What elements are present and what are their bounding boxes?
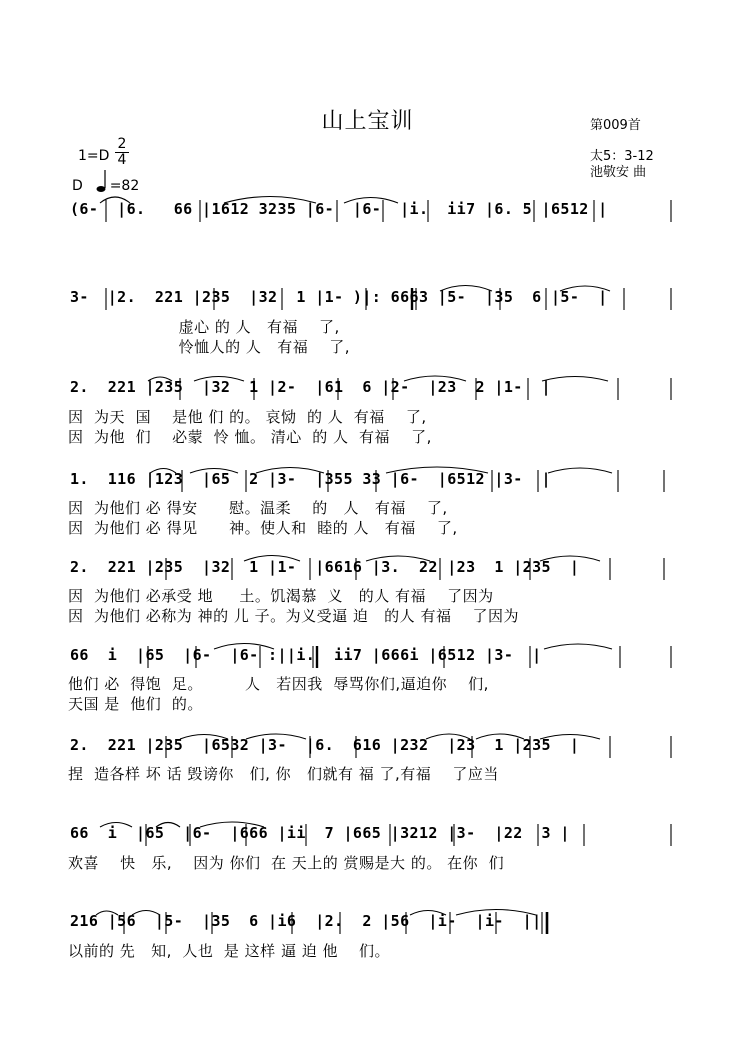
tempo-prefix: D bbox=[72, 178, 83, 194]
notation-line-4: 1. 116 |123 |65 2 |3- |355 33 |6- |6512 |3- | bbox=[70, 470, 551, 488]
lyric-line-3-verse-1: 因 为天 国 是他 们 的。 哀恸 的 人 有福 了, bbox=[68, 408, 427, 426]
lyric-line-7-verse-1: 捏 造各样 坏 话 毁谤你 们, 你 们就有 福 了,有福 了应当 bbox=[68, 765, 499, 783]
lyric-line-9-verse-1: 以前的 先 知, 人也 是 这样 逼 迫 他 们。 bbox=[68, 942, 391, 960]
lyric-line-5-verse-1: 因 为他们 必承受 地 土。饥渴慕 义 的人 有福 了因为 bbox=[68, 587, 494, 605]
notation-line-1: (6- |6. 66 |1612 3235 |6- |6- |i. ii7 |6. 5 |6512 | bbox=[70, 200, 608, 218]
lyric-line-4-verse-1: 因 为他们 必 得安 慰。温柔 的 人 有福 了, bbox=[68, 499, 448, 517]
notation-line-7: 2. 221 |235 |6532 |3- |6. 616 |232 |23 1 |235 | bbox=[70, 736, 580, 754]
lyric-line-3-verse-2: 因 为他 们 必蒙 怜 恤。 清心 的 人 有福 了, bbox=[68, 428, 432, 446]
tempo-value: =82 bbox=[109, 178, 140, 194]
lyric-line-2-verse-2: 怜恤人的 人 有福 了, bbox=[68, 338, 351, 356]
notation-line-5: 2. 221 |235 |32 1 |1- |6616 |3. 22 |23 1 |235 | bbox=[70, 558, 580, 576]
lyric-line-5-verse-2: 因 为他们 必称为 神的 儿 子。为义受逼 迫 的人 有福 了因为 bbox=[68, 607, 520, 625]
time-signature-bottom: 4 bbox=[117, 152, 127, 168]
key-signature: 1=D bbox=[78, 148, 110, 164]
time-signature-top: 2 bbox=[115, 137, 129, 153]
scripture-reference: 太5：3-12 bbox=[590, 149, 654, 164]
lyric-line-4-verse-2: 因 为他们 必 得见 神。使人和 睦的 人 有福 了, bbox=[68, 519, 458, 537]
lyric-line-6-verse-1: 他们 必 得饱 足。 人 若因我 辱骂你们,逼迫你 们, bbox=[68, 675, 489, 693]
composer-credit: 池敬安 曲 bbox=[590, 165, 647, 180]
song-title: 山上宝训 bbox=[321, 109, 414, 134]
notation-line-6: 66 i |65 |6- |6- :||i. ii7 |666i |6512 |3- | bbox=[70, 646, 542, 664]
notation-line-3: 2. 221 |235 |32 1 |2- |61 6 |2- |23 2 |1- | bbox=[70, 378, 551, 396]
notation-line-2: 3- |2. 221 |235 |32 1 |1- )|: 6663 |5- |35 6 |5- | bbox=[70, 288, 608, 306]
lyric-line-8-verse-1: 欢喜 快 乐, 因为 你们 在 天上的 赏赐是大 的。 在你 们 bbox=[68, 854, 505, 872]
hymn-number: 第009首 bbox=[590, 118, 641, 133]
notation-line-9: 216 |56 |5- |35 6 |i6 |2. 2 |56 |i- |i- || bbox=[70, 912, 542, 930]
lyric-line-6-verse-2: 天国 是 他们 的。 bbox=[68, 695, 203, 713]
lyric-line-2-verse-1: 虚心 的 人 有福 了, bbox=[68, 318, 340, 336]
notation-line-8: 66 i |65 |6- |666 |ii 7 |665 |3212 |3- |22 3 | bbox=[70, 824, 570, 842]
